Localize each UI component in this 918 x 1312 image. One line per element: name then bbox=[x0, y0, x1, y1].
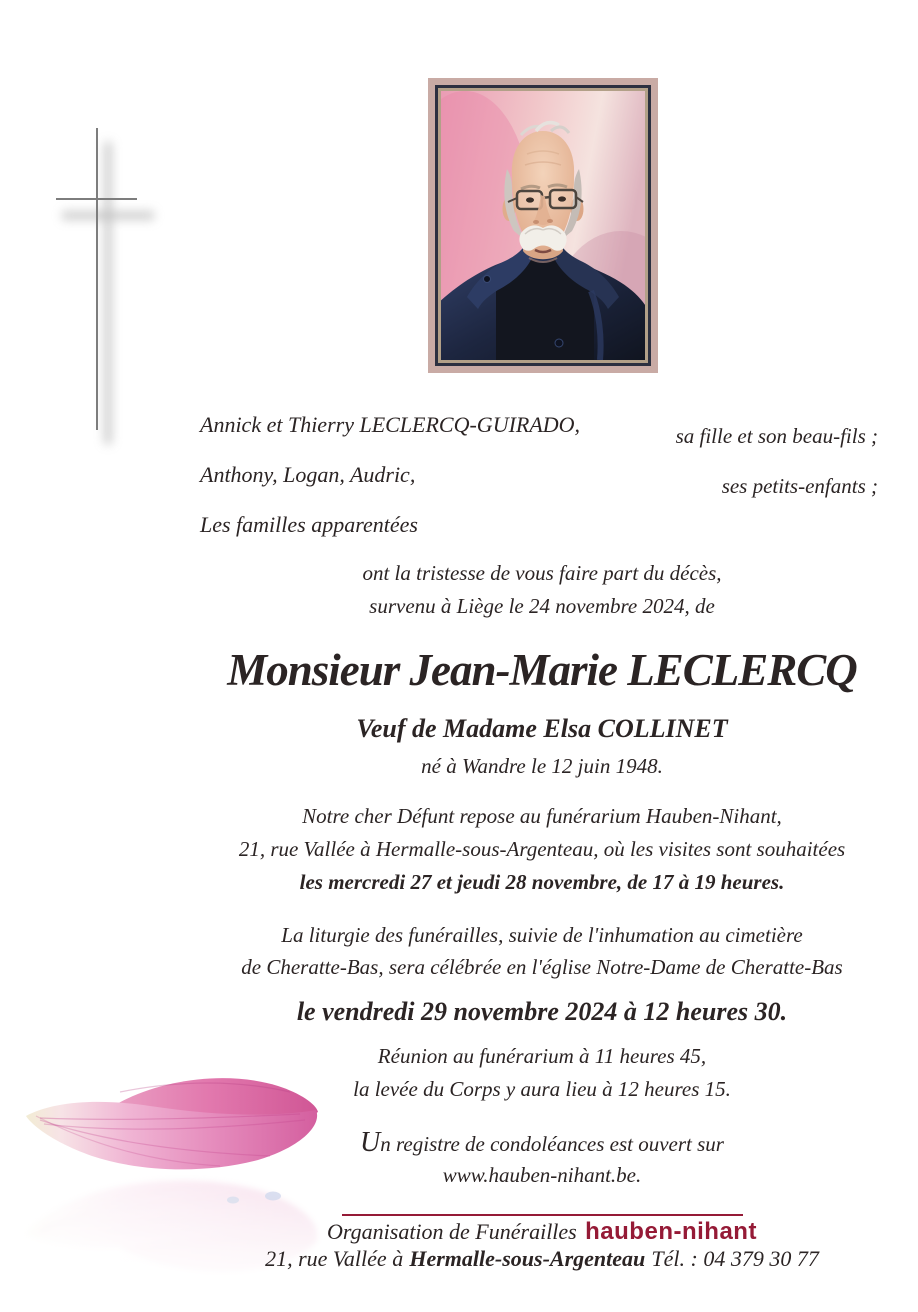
footer-divider bbox=[342, 1214, 743, 1216]
register-line: Un registre de condoléances est ouvert sur bbox=[360, 1127, 724, 1158]
ceremony-date: le vendredi 29 novembre 2024 à 12 heures 30. bbox=[296, 997, 788, 1026]
meeting-line: Réunion au funérarium à 11 heures 45, bbox=[377, 1044, 707, 1068]
family-relation: sa fille et son beau-fils ; bbox=[675, 424, 878, 448]
cross-shadow bbox=[62, 211, 154, 220]
deceased-name: Monsieur Jean-Marie LECLERCQ bbox=[227, 645, 857, 695]
birth-line: né à Wandre le 12 juin 1948. bbox=[421, 754, 663, 778]
meeting-line: la levée du Corps y aura lieu à 12 heures 15. bbox=[353, 1077, 731, 1101]
hauben-nihant-logo: hauben-nihant bbox=[585, 1218, 757, 1245]
organisation-line: Organisation de Funérailles hauben-nihant bbox=[327, 1218, 757, 1245]
family-line: Les familles apparentées bbox=[200, 512, 418, 537]
wake-line: 21, rue Vallée à Hermalle-sous-Argenteau, où les visites sont souhaitées bbox=[238, 837, 846, 861]
family-line: Anthony, Logan, Audric, bbox=[200, 462, 416, 487]
ceremony-line: La liturgie des funérailles, suivie de l'inhumation au cimetière bbox=[281, 923, 803, 947]
address-place: Hermalle-sous-Argenteau bbox=[409, 1246, 646, 1271]
website-link: www.hauben-nihant.be. bbox=[442, 1163, 642, 1187]
portrait-photo bbox=[441, 91, 645, 360]
family-line: Annick et Thierry LECLERCQ-GUIRADO, bbox=[200, 412, 581, 437]
phone-number: Tél. : 04 379 30 77 bbox=[651, 1246, 819, 1271]
wake-dates: les mercredi 27 et jeudi 28 novembre, de 17 à 19 heures. bbox=[299, 870, 785, 894]
announcement-line: ont la tristesse de vous faire part du décès, bbox=[362, 561, 722, 585]
register-initial: U bbox=[360, 1127, 381, 1158]
portrait-frame bbox=[428, 78, 658, 373]
cross-shadow bbox=[104, 142, 112, 444]
wake-line: Notre cher Défunt repose au funérarium Hauben-Nihant, bbox=[302, 804, 782, 828]
ceremony-line: de Cheratte-Bas, sera célébrée en l'église Notre-Dame de Cheratte-Bas bbox=[241, 955, 843, 979]
address-line: 21, rue Vallée à Hermalle-sous-Argenteau Tél. : 04 379 30 77 bbox=[265, 1246, 819, 1271]
widower-line: Veuf de Madame Elsa COLLINET bbox=[356, 714, 728, 743]
announcement-line: survenu à Liège le 24 novembre 2024, de bbox=[369, 594, 715, 618]
family-relation: ses petits-enfants ; bbox=[721, 474, 878, 498]
